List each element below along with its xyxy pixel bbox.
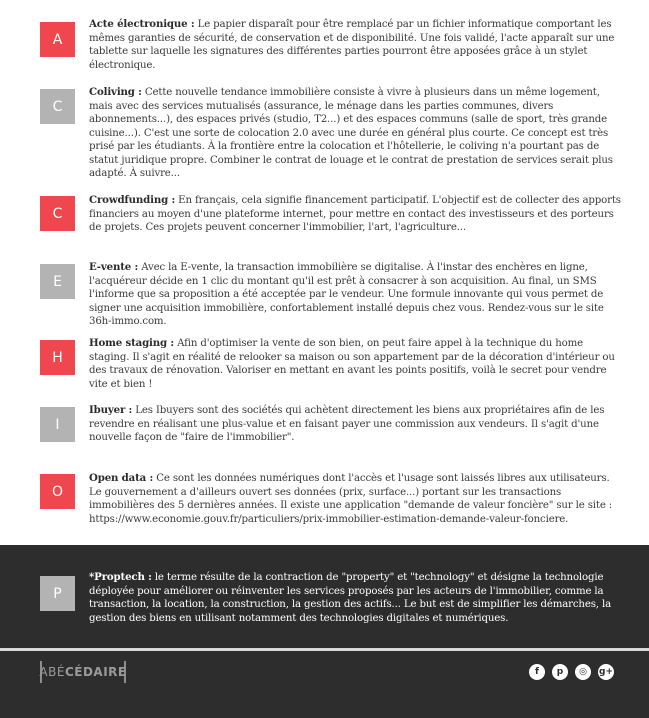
entry-term: Open data : xyxy=(89,472,154,484)
entry-term: Coliving : xyxy=(89,86,142,98)
letter-badge: C xyxy=(40,89,75,124)
entry-description: Le papier disparaît pour être remplacé par un fichier informatique comportant les mêmes garanties de sécurité, de conservation et de disponibilité. Une fois validé, l'acte apparaît sur une tablette sur laquelle les signatures des différentes parties pourront être apposées grâce à un stylet électronique. xyxy=(89,19,615,71)
google-plus-icon[interactable]: g+ xyxy=(598,664,614,680)
brand-logo[interactable] xyxy=(40,661,126,683)
letter-badge: I xyxy=(40,407,75,442)
facebook-icon[interactable]: f xyxy=(529,664,545,680)
entry-term: Acte électronique : xyxy=(89,18,195,30)
entry-description: Afin d'optimiser la vente de son bien, on peut faire appel à la technique du home staging. Il s'agit en réalité de relooker sa maison ou son appartement par de la décoration d'intérieur ou des travaux de rénovation. Valoriser en mettant en avant les points positifs, voilà le secret pour vendre vite et bien ! xyxy=(89,338,615,390)
entry-description: le terme résulte de la contraction de "property" et "technology" et désigne la technologie déployée pour améliorer ou réinventer les services proposés par les acteurs de l'immobilier, comme la transaction, la location, la construction, la gestion des actifs... Le but est de simplifier les démarches, la gestion des biens en utilisant notamment des technologies digitales et numériques. xyxy=(89,572,611,624)
instagram-icon[interactable]: ◎ xyxy=(575,664,591,680)
entry-term: E-vente : xyxy=(89,261,139,273)
letter-badge: O xyxy=(40,474,75,509)
footer-section xyxy=(0,545,649,718)
entry-text xyxy=(89,86,623,181)
entry-text xyxy=(89,571,623,625)
entry-text xyxy=(89,261,623,329)
entry-description: Les Ibuyers sont des sociétés qui achètent directement les biens aux propriétaires afin de les revendre en réalisant une plus-value et en faisant payer une commission aux vendeurs. Il s'agit d'une nouvelle façon de "faire de l'immobilier". xyxy=(89,405,605,443)
entry-term: Ibuyer : xyxy=(89,404,133,416)
letter-badge: H xyxy=(40,340,75,375)
letter-badge: E xyxy=(40,264,75,299)
entry-term: *Proptech : xyxy=(89,571,152,583)
entry-text xyxy=(89,472,623,526)
entry-description: Ce sont les données numériques dont l'accès et l'usage sont laissés libres aux utilisateurs. Le gouvernement a d'ailleurs ouvert ses données (prix, surface...) portant sur les transactions immobilières des 5 dernières années. Il existe une application "demande de valeur foncière" sur le site : https://www.economie.gouv.fr/particuliers/prix-immobilier-estimation-demande-valeur-fonciere. xyxy=(89,473,613,525)
entry-description: Cette nouvelle tendance immobilière consiste à vivre à plusieurs dans un même logement, mais avec des services mutualisés (assurance, le ménage dans les parties communes, divers abonnements...), des espaces privés (studio, T2...) et des espaces communs (salle de sport, très grande cuisine...). C'est une sorte de colocation 2.0 avec une durée en général plus courte. Ce concept est très prisé par les étudiants. À la frontière entre la colocation et l'hôtellerie, le coliving n'a pourtant pas de statut juridique propre. Combiner le contrat de louage et le contrat de prestation de services serait plus adapté. À suivre... xyxy=(89,87,613,179)
pinterest-icon[interactable]: p xyxy=(552,664,568,680)
letter-badge: P xyxy=(40,576,75,611)
entry-term: Home staging : xyxy=(89,337,175,349)
entry-text xyxy=(89,194,623,235)
entry-description: Avec la E-vente, la transaction immobilière se digitalise. À l'instar des enchères en ligne, l'acquéreur décide en 1 clic du montant qu'il est prêt à consacrer à son acquisition. Au final, un SMS l'informe que sa proposition a été acceptée par le vendeur. Une formule innovante qui vous permet de signer une acquisition immobilière, confortablement installé depuis chez vous. Rendez-vous sur le site 36h-immo.com. xyxy=(89,262,604,327)
logo-part-2: CÉDAIRE xyxy=(64,665,127,679)
entry-text xyxy=(89,18,623,72)
entry-text xyxy=(89,337,623,391)
logo-part-1: ABÉ xyxy=(39,665,65,679)
entry-text xyxy=(89,404,623,445)
entry-term: Crowdfunding : xyxy=(89,194,176,206)
entry-description: En français, cela signifie financement participatif. L'objectif est de collecter des apports financiers au moyen d'une plateforme internet, pour mettre en contact des investisseurs et des porteurs de projets. Ces projets peuvent concerner l'immobilier, l'art, l'agriculture... xyxy=(89,195,621,233)
social-links xyxy=(529,664,614,680)
footer-divider xyxy=(0,648,649,651)
letter-badge: C xyxy=(40,196,75,231)
letter-badge: A xyxy=(40,22,75,57)
